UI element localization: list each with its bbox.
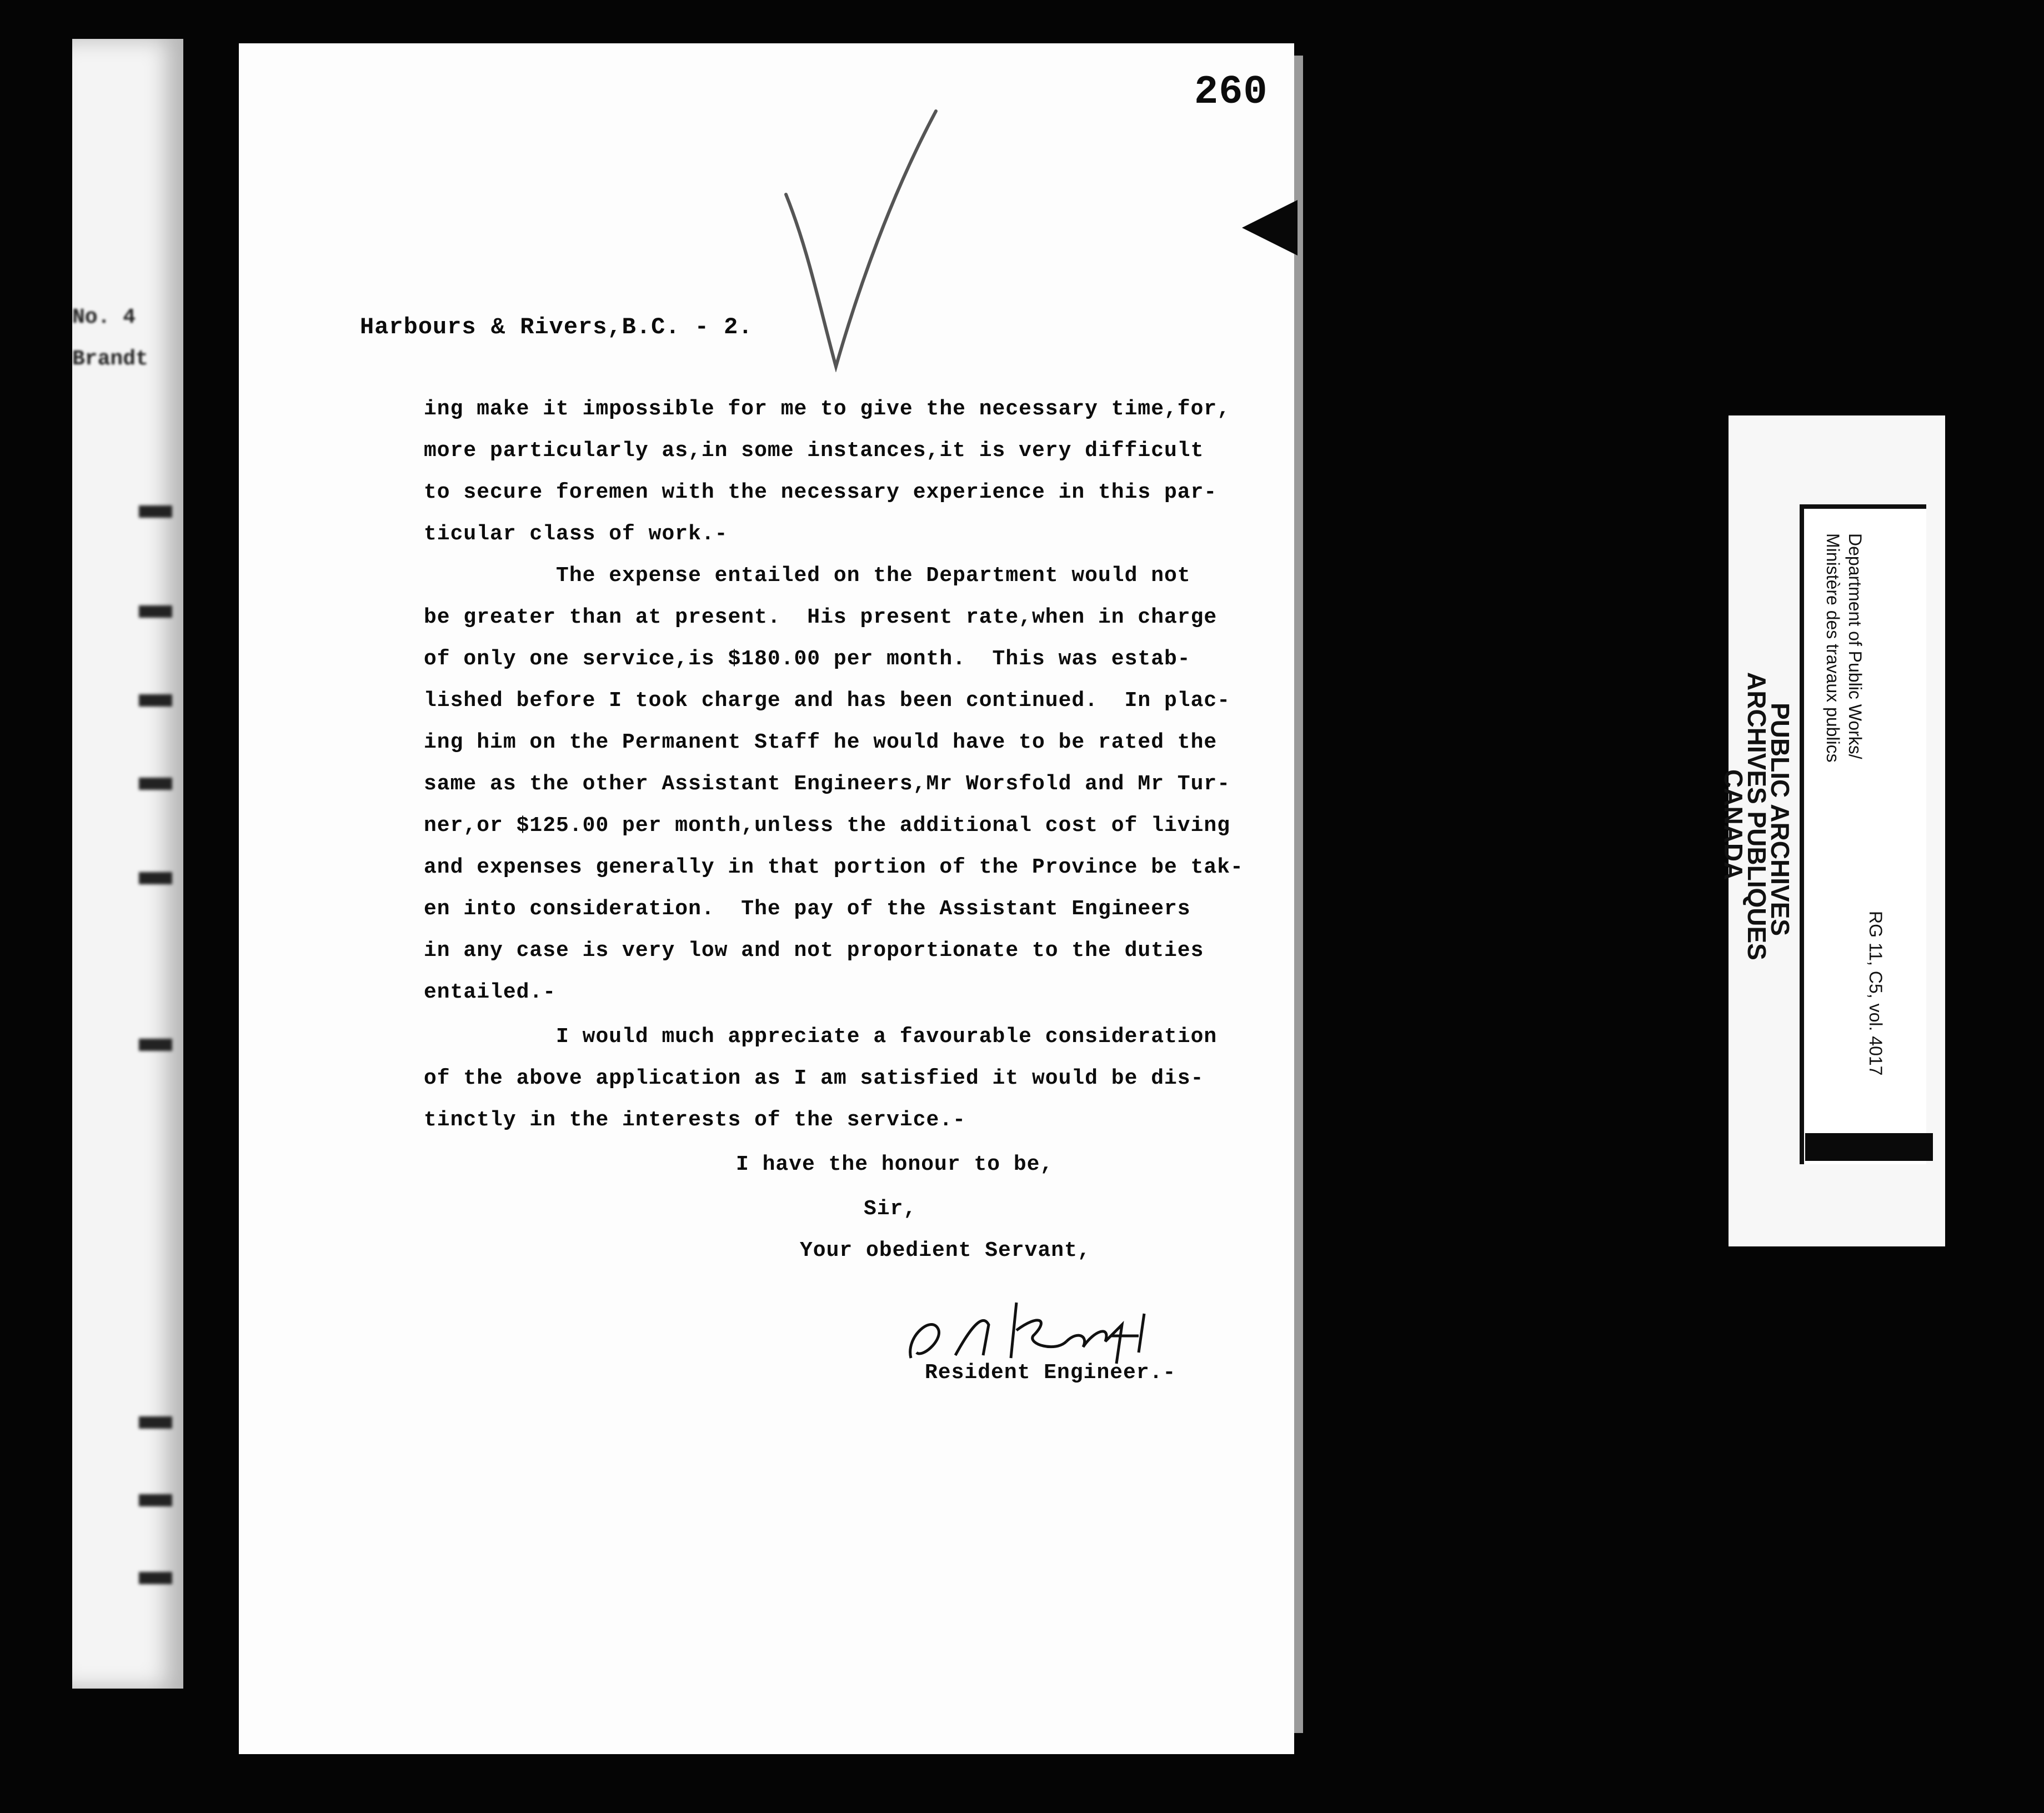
body-line: ner,or $125.00 per month,unless the additional cost of living <box>424 814 1231 838</box>
closing-salutation: Sir, <box>864 1197 917 1221</box>
left-page-fragment: Brandt <box>72 347 148 371</box>
letter-header: Harbours & Rivers,B.C. - 2. <box>360 314 753 340</box>
archive-title: PUBLIC ARCHIVES <box>1766 703 1795 936</box>
smudge <box>139 694 172 707</box>
page-edge <box>1294 56 1303 1733</box>
archive-title-fr: ARCHIVES PUBLIQUES <box>1742 672 1771 960</box>
body-line: The expense entailed on the Department would not <box>424 564 1191 588</box>
body-line: I would much appreciate a favourable consideration <box>424 1025 1218 1049</box>
left-page-fragment: No. 4 <box>72 305 136 329</box>
smudge <box>139 605 172 618</box>
body-line: same as the other Assistant Engineers,Mr Worsfold and Mr Tur- <box>424 772 1231 796</box>
signatory-title: Resident Engineer.- <box>925 1361 1176 1385</box>
closing-line: I have the honour to be, <box>736 1153 1054 1176</box>
body-line: be greater than at present. His present rate,when in charge <box>424 605 1218 629</box>
body-line: en into consideration. The pay of the Assistant Engineers <box>424 897 1191 921</box>
smudge <box>139 1494 172 1506</box>
archive-country: CANADA <box>1719 769 1748 880</box>
smudge <box>139 1572 172 1584</box>
body-line: and expenses generally in that portion of the Province be tak- <box>424 855 1244 879</box>
smudge <box>139 505 172 518</box>
archive-department-fr: Ministère des travaux publics <box>1823 533 1843 763</box>
body-line: tinctly in the interests of the service.- <box>424 1108 966 1132</box>
previous-page-strip <box>72 39 183 1689</box>
smudge <box>139 872 172 884</box>
smudge <box>139 1416 172 1429</box>
checkmark-icon <box>775 106 941 372</box>
page-number: 260 <box>1194 69 1268 115</box>
body-line: more particularly as,in some instances,it is very difficult <box>424 439 1204 463</box>
body-line: of only one service,is $180.00 per month. This was estab- <box>424 647 1191 671</box>
body-line: ing him on the Permanent Staff he would have to be rated the <box>424 730 1218 754</box>
closing-line: Your obedient Servant, <box>800 1239 1091 1263</box>
archive-label-bar <box>1805 1133 1933 1161</box>
smudge <box>139 778 172 790</box>
archive-department-en: Department of Public Works/ <box>1845 533 1865 759</box>
body-line: lished before I took charge and has been continued. In plac- <box>424 689 1231 713</box>
smudge <box>139 1039 172 1051</box>
body-line: to secure foremen with the necessary experience in this par- <box>424 480 1218 504</box>
body-line: in any case is very low and not proportionate to the duties <box>424 939 1204 963</box>
body-line: ing make it impossible for me to give the necessary time,for, <box>424 397 1231 421</box>
body-line: entailed.- <box>424 980 557 1004</box>
body-line: ticular class of work.- <box>424 522 728 546</box>
body-line: of the above application as I am satisfied it would be dis- <box>424 1066 1204 1090</box>
page-tab-notch <box>1242 200 1297 256</box>
archive-reference: RG 11, C5, vol. 4017 <box>1866 911 1886 1076</box>
